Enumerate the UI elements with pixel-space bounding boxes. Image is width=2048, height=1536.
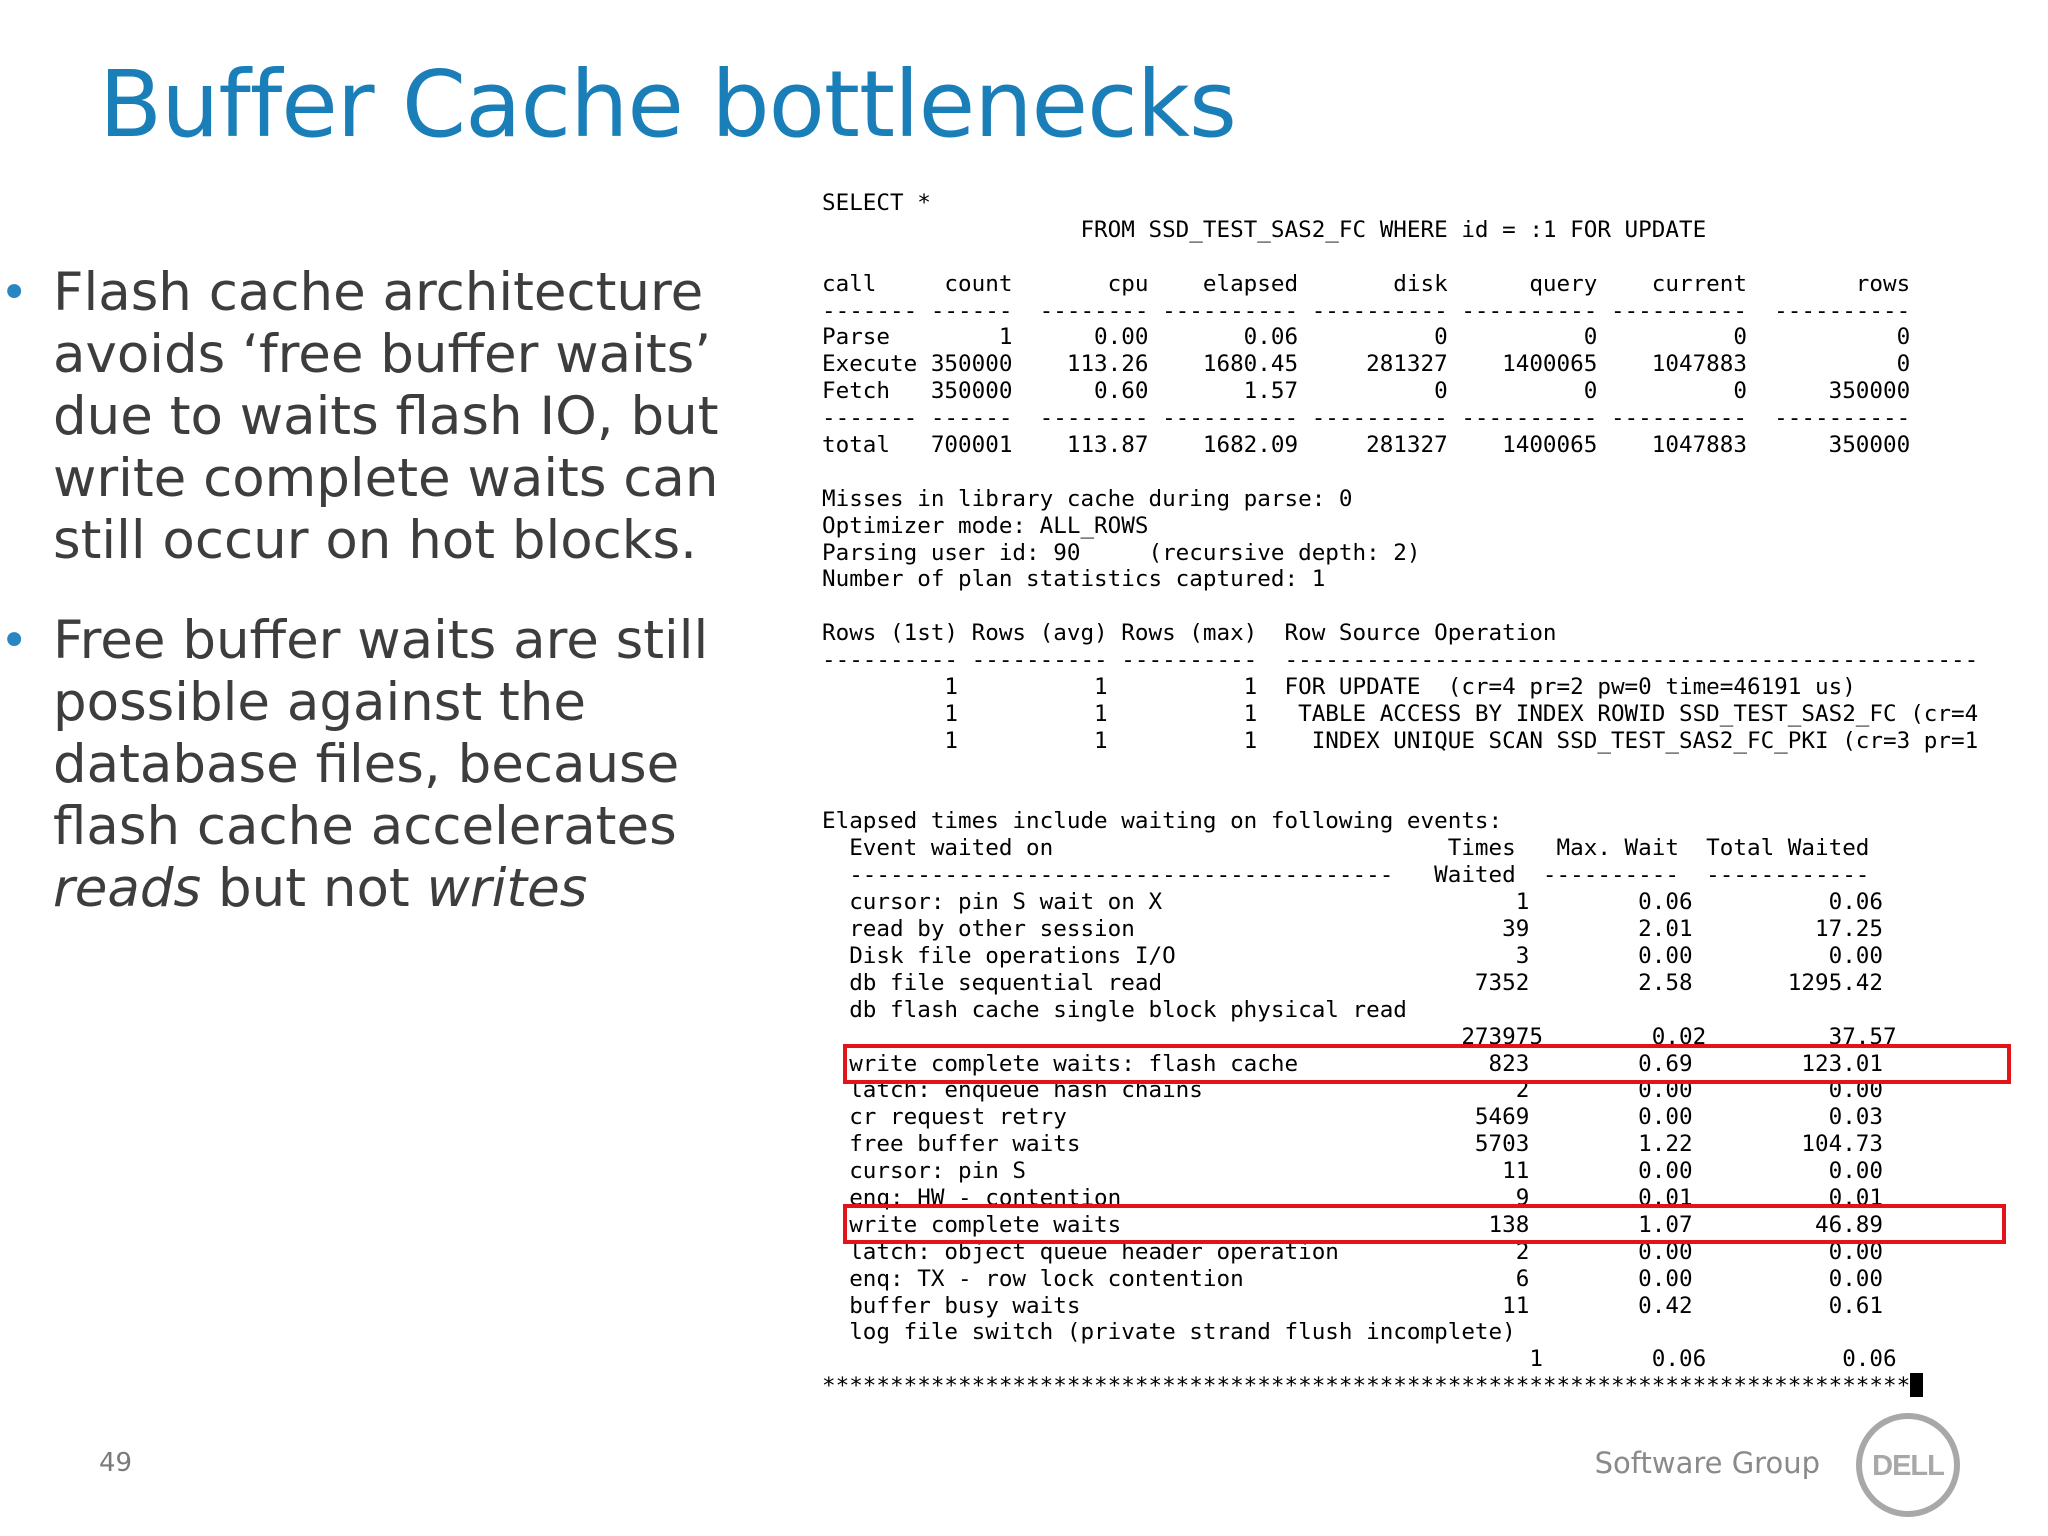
trace-line: total 700001 113.87 1682.09 281327 1400065 1047883 350000	[822, 432, 1911, 459]
trace-line: Elapsed times include waiting on following events:	[822, 808, 1503, 835]
footer-label: Software Group	[1594, 1446, 1820, 1480]
trace-line: Parse 1 0.00 0.06 0 0 0 0	[822, 324, 1911, 351]
slide-title: Buffer Cache bottlenecks	[99, 51, 1236, 158]
bullet-line: possible against the	[53, 672, 586, 733]
bullet-line: still occur on hot blocks.	[53, 510, 697, 571]
bullet-line: Free buffer waits are still	[53, 610, 709, 671]
trace-line: Misses in library cache during parse: 0	[822, 485, 1353, 512]
bullet-item	[0, 610, 760, 920]
trace-line: db flash cache single block physical read	[822, 996, 1407, 1023]
trace-line: 1 1 1 FOR UPDATE (cr=4 pr=2 pw=0 time=46191 us)	[822, 674, 1856, 701]
dell-logo-text: DELL	[1872, 1450, 1944, 1482]
trace-line: free buffer waits 5703 1.22 104.73	[822, 1131, 1884, 1158]
bullet-marker: •	[0, 265, 29, 321]
bullet-marker: •	[0, 613, 29, 669]
trace-line: Fetch 350000 0.60 1.57 0 0 0 350000	[822, 378, 1911, 405]
emphasis-writes: writes	[426, 858, 588, 919]
trace-line	[822, 244, 1978, 271]
bullet-line	[53, 858, 760, 920]
trace-line: Optimizer mode: ALL_ROWS	[822, 512, 1149, 539]
bullet-line: due to waits flash IO, but	[53, 386, 719, 447]
terminal-cursor	[1910, 1373, 1923, 1397]
highlight-box-write-complete-waits	[843, 1204, 2006, 1244]
bullet-line: avoids ‘free buffer waits’	[53, 324, 712, 385]
trace-line: latch: object queue header operation 2 0.00 0.00	[822, 1238, 1884, 1265]
trace-line: ------- ------ -------- ---------- ---------- ---------- ---------- ----------	[822, 405, 1911, 432]
trace-line: enq: HW - contention 9 0.01 0.01	[822, 1184, 1884, 1211]
trace-line: Event waited on Times Max. Wait Total Waited	[822, 835, 1870, 862]
trace-line: log file switch (private strand flush incomplete)	[822, 1319, 1516, 1346]
bullet-line: database files, because	[53, 734, 680, 795]
emphasis-reads: reads	[53, 858, 202, 919]
trace-line	[822, 593, 1978, 620]
trace-line: buffer busy waits 11 0.42 0.61	[822, 1292, 1884, 1319]
trace-line: ---------- ---------- ---------- ---------------------------------------------------	[822, 647, 1979, 674]
trace-line: SELECT *	[822, 190, 931, 216]
trace-line: enq: TX - row lock contention 6 0.00 0.00	[822, 1265, 1884, 1292]
trace-line: Rows (1st) Rows (avg) Rows (max) Row Source Operation	[822, 620, 1557, 647]
bullet-line: Flash cache architecture	[53, 262, 704, 323]
trace-line: 1 1 1 INDEX UNIQUE SCAN SSD_TEST_SAS2_FC_PKI (cr=3 pr=1	[822, 727, 1979, 754]
trace-line: call count cpu elapsed disk query current rows	[822, 270, 1911, 297]
trace-line: cursor: pin S wait on X 1 0.06 0.06	[822, 889, 1884, 916]
trace-line	[822, 782, 1978, 809]
trace-line: write complete waits 138 1.07 46.89	[822, 1211, 1884, 1238]
highlight-box-flash-cache-waits	[843, 1044, 2011, 1084]
trace-line	[822, 459, 1978, 486]
trace-line: write complete waits: flash cache 823 0.69 123.01	[822, 1050, 1884, 1077]
trace-line: Parsing user id: 90 (recursive depth: 2)	[822, 539, 1421, 566]
trace-line: read by other session 39 2.01 17.25	[822, 916, 1884, 943]
dell-logo	[1855, 1412, 1961, 1518]
trace-line	[822, 755, 1978, 782]
trace-line: FROM SSD_TEST_SAS2_FC WHERE id = :1 FOR UPDATE	[822, 216, 1707, 243]
bullet-item	[0, 262, 760, 572]
trace-line: 1 0.06 0.06	[822, 1346, 1897, 1373]
trace-line: 1 1 1 TABLE ACCESS BY INDEX ROWID SSD_TEST_SAS2_FC (cr=4	[822, 700, 1979, 727]
bullet-text	[53, 262, 760, 572]
bullet-line-mid: but not	[201, 858, 427, 919]
trace-line: latch: enqueue hash chains 2 0.00 0.00	[822, 1077, 1884, 1104]
trace-line: cursor: pin S 11 0.00 0.00	[822, 1158, 1884, 1185]
bullet-line: flash cache accelerates	[53, 796, 677, 857]
trace-line: db file sequential read 7352 2.58 1295.42	[822, 969, 1884, 996]
trace-line: ********************************************************************************	[822, 1373, 1978, 1400]
trace-line: cr request retry 5469 0.00 0.03	[822, 1104, 1884, 1131]
trace-line: 273975 0.02 37.57	[822, 1023, 1897, 1050]
bullet-list	[0, 262, 760, 958]
page-number: 49	[99, 1448, 133, 1478]
bullet-text	[53, 610, 760, 920]
trace-line: ------- ------ -------- ---------- ---------- ---------- ---------- ----------	[822, 297, 1911, 324]
trace-line: Disk file operations I/O 3 0.00 0.00	[822, 942, 1884, 969]
trace-line: Number of plan statistics captured: 1	[822, 566, 1326, 593]
bullet-line: write complete waits can	[53, 448, 719, 509]
trace-line: Execute 350000 113.26 1680.45 281327 1400065 1047883 0	[822, 351, 1911, 378]
trace-line: ---------------------------------------- Waited ---------- ------------	[822, 862, 1870, 889]
